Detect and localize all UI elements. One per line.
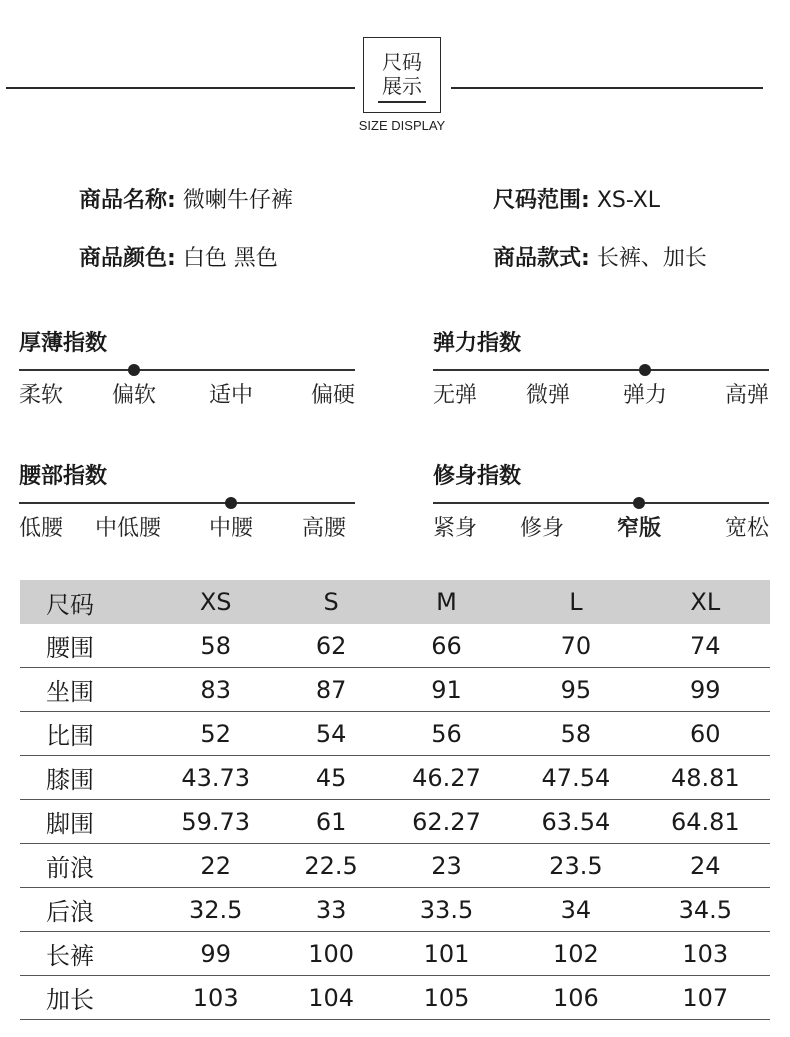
size-table-row-label: 比围 xyxy=(20,712,151,756)
size-table-cell: 47.54 xyxy=(511,756,640,800)
size-table-cell: 70 xyxy=(511,624,640,668)
size-table-header-cell: 尺码 xyxy=(20,580,151,624)
scale-title: 弹力指数 xyxy=(433,331,522,356)
info-value: 白色 黑色 xyxy=(182,246,278,271)
scale-option: 无弹 xyxy=(433,383,478,408)
size-table-cell: 61 xyxy=(280,800,381,844)
size-table-cell: 103 xyxy=(641,932,770,976)
size-table-cell: 33.5 xyxy=(382,888,511,932)
size-table-cell: 22.5 xyxy=(280,844,381,888)
size-table-cell: 106 xyxy=(511,976,640,1020)
size-table-row xyxy=(20,756,770,800)
scale-indicator-dot xyxy=(225,497,237,509)
size-table-row-label: 坐围 xyxy=(20,668,151,712)
size-table-cell: 64.81 xyxy=(641,800,770,844)
size-table-cell: 33 xyxy=(280,888,381,932)
scale-fit xyxy=(433,462,769,572)
scale-thickness xyxy=(19,329,355,439)
size-table-cell: 59.73 xyxy=(151,800,280,844)
size-table-row-label: 后浪 xyxy=(20,888,151,932)
size-table-row xyxy=(20,932,770,976)
size-table-row xyxy=(20,668,770,712)
size-table-cell: 104 xyxy=(280,976,381,1020)
size-table-header-cell: S xyxy=(280,580,381,624)
size-table-row-label: 长裤 xyxy=(20,932,151,976)
scale-line xyxy=(433,502,769,504)
size-table-cell: 24 xyxy=(641,844,770,888)
header-title-underline xyxy=(378,101,426,103)
size-table-row-label: 膝围 xyxy=(20,756,151,800)
size-table-body xyxy=(20,624,770,1020)
size-table-header-cell: XS xyxy=(151,580,280,624)
info-key: 商品名称: xyxy=(79,188,176,213)
scale-line xyxy=(433,369,769,371)
info-value: 长裤、加长 xyxy=(596,246,707,271)
scale-line xyxy=(19,369,355,371)
scale-title: 腰部指数 xyxy=(19,464,108,489)
scale-line xyxy=(19,502,355,504)
size-table-cell: 23 xyxy=(382,844,511,888)
size-table-cell: 63.54 xyxy=(511,800,640,844)
scale-option: 高弹 xyxy=(724,383,769,408)
info-value: XS-XL xyxy=(596,188,661,213)
size-table-cell: 46.27 xyxy=(382,756,511,800)
scale-option: 柔软 xyxy=(19,383,64,408)
size-table-row xyxy=(20,976,770,1020)
size-table-header-row xyxy=(20,580,770,624)
size-table-cell: 45 xyxy=(280,756,381,800)
size-table-row xyxy=(20,844,770,888)
size-table-row xyxy=(20,624,770,668)
size-table-row-label: 脚围 xyxy=(20,800,151,844)
header-subtitle: SIZE DISPLAY xyxy=(358,118,446,133)
scale-title: 厚薄指数 xyxy=(19,331,108,356)
scale-option: 偏软 xyxy=(111,383,157,408)
size-table-cell: 62 xyxy=(280,624,381,668)
header-title xyxy=(364,50,440,98)
size-table-cell: 58 xyxy=(511,712,640,756)
size-table-cell: 60 xyxy=(641,712,770,756)
size-table-cell: 52 xyxy=(151,712,280,756)
scale-elasticity xyxy=(433,329,769,439)
scale-option: 紧身 xyxy=(433,516,478,541)
size-table-header-cell: XL xyxy=(641,580,770,624)
size-table-cell: 83 xyxy=(151,668,280,712)
scale-option: 窄版 xyxy=(616,516,662,541)
size-table-cell: 32.5 xyxy=(151,888,280,932)
size-table-row xyxy=(20,712,770,756)
header-rule-right xyxy=(451,87,763,89)
scale-option: 偏硬 xyxy=(310,383,355,408)
size-table-cell: 48.81 xyxy=(641,756,770,800)
size-table-cell: 56 xyxy=(382,712,511,756)
header-rule-left xyxy=(6,87,355,89)
size-table-cell: 54 xyxy=(280,712,381,756)
scale-waist xyxy=(19,462,355,572)
size-table-cell: 99 xyxy=(151,932,280,976)
size-table-cell: 62.27 xyxy=(382,800,511,844)
size-table-row-label: 腰围 xyxy=(20,624,151,668)
size-table-cell: 101 xyxy=(382,932,511,976)
size-table-cell: 22 xyxy=(151,844,280,888)
size-table-cell: 23.5 xyxy=(511,844,640,888)
header-title-line2: 展示 xyxy=(382,74,422,98)
info-key: 尺码范围: xyxy=(493,188,590,213)
size-table-cell: 43.73 xyxy=(151,756,280,800)
size-table-cell: 34 xyxy=(511,888,640,932)
info-product-name xyxy=(79,186,293,216)
size-table-cell: 74 xyxy=(641,624,770,668)
scale-option: 适中 xyxy=(208,383,254,408)
header-title-box xyxy=(363,37,441,113)
size-table-cell: 95 xyxy=(511,668,640,712)
size-table-cell: 66 xyxy=(382,624,511,668)
size-table-row-label: 前浪 xyxy=(20,844,151,888)
size-table-cell: 87 xyxy=(280,668,381,712)
scale-option: 中低腰 xyxy=(94,516,162,541)
size-table-cell: 107 xyxy=(641,976,770,1020)
size-table-cell: 100 xyxy=(280,932,381,976)
scale-title: 修身指数 xyxy=(433,464,522,489)
info-key: 商品颜色: xyxy=(79,246,176,271)
size-table-cell: 58 xyxy=(151,624,280,668)
scale-option: 低腰 xyxy=(19,516,64,541)
scale-option: 微弹 xyxy=(525,383,571,408)
scale-option: 弹力 xyxy=(622,383,668,408)
size-table-row xyxy=(20,888,770,932)
size-table xyxy=(20,580,770,1020)
info-key: 商品款式: xyxy=(493,246,590,271)
size-table-header-cell: M xyxy=(382,580,511,624)
info-value: 微喇牛仔裤 xyxy=(182,188,293,213)
size-table-header-cell: L xyxy=(511,580,640,624)
header-title-line1: 尺码 xyxy=(382,50,422,74)
scale-option: 宽松 xyxy=(724,516,769,541)
scale-option: 修身 xyxy=(519,516,565,541)
info-product-color xyxy=(79,244,278,274)
info-product-style xyxy=(493,244,707,274)
scale-indicator-dot xyxy=(633,497,645,509)
size-table-row xyxy=(20,800,770,844)
scale-indicator-dot xyxy=(639,364,651,376)
size-table-cell: 102 xyxy=(511,932,640,976)
scale-option: 高腰 xyxy=(301,516,346,541)
size-table-cell: 91 xyxy=(382,668,511,712)
info-size-range xyxy=(493,186,660,216)
scale-option: 中腰 xyxy=(208,516,254,541)
size-table-cell: 99 xyxy=(641,668,770,712)
size-table-row-label: 加长 xyxy=(20,976,151,1020)
size-table-cell: 34.5 xyxy=(641,888,770,932)
size-table-cell: 105 xyxy=(382,976,511,1020)
size-table-cell: 103 xyxy=(151,976,280,1020)
scale-indicator-dot xyxy=(128,364,140,376)
